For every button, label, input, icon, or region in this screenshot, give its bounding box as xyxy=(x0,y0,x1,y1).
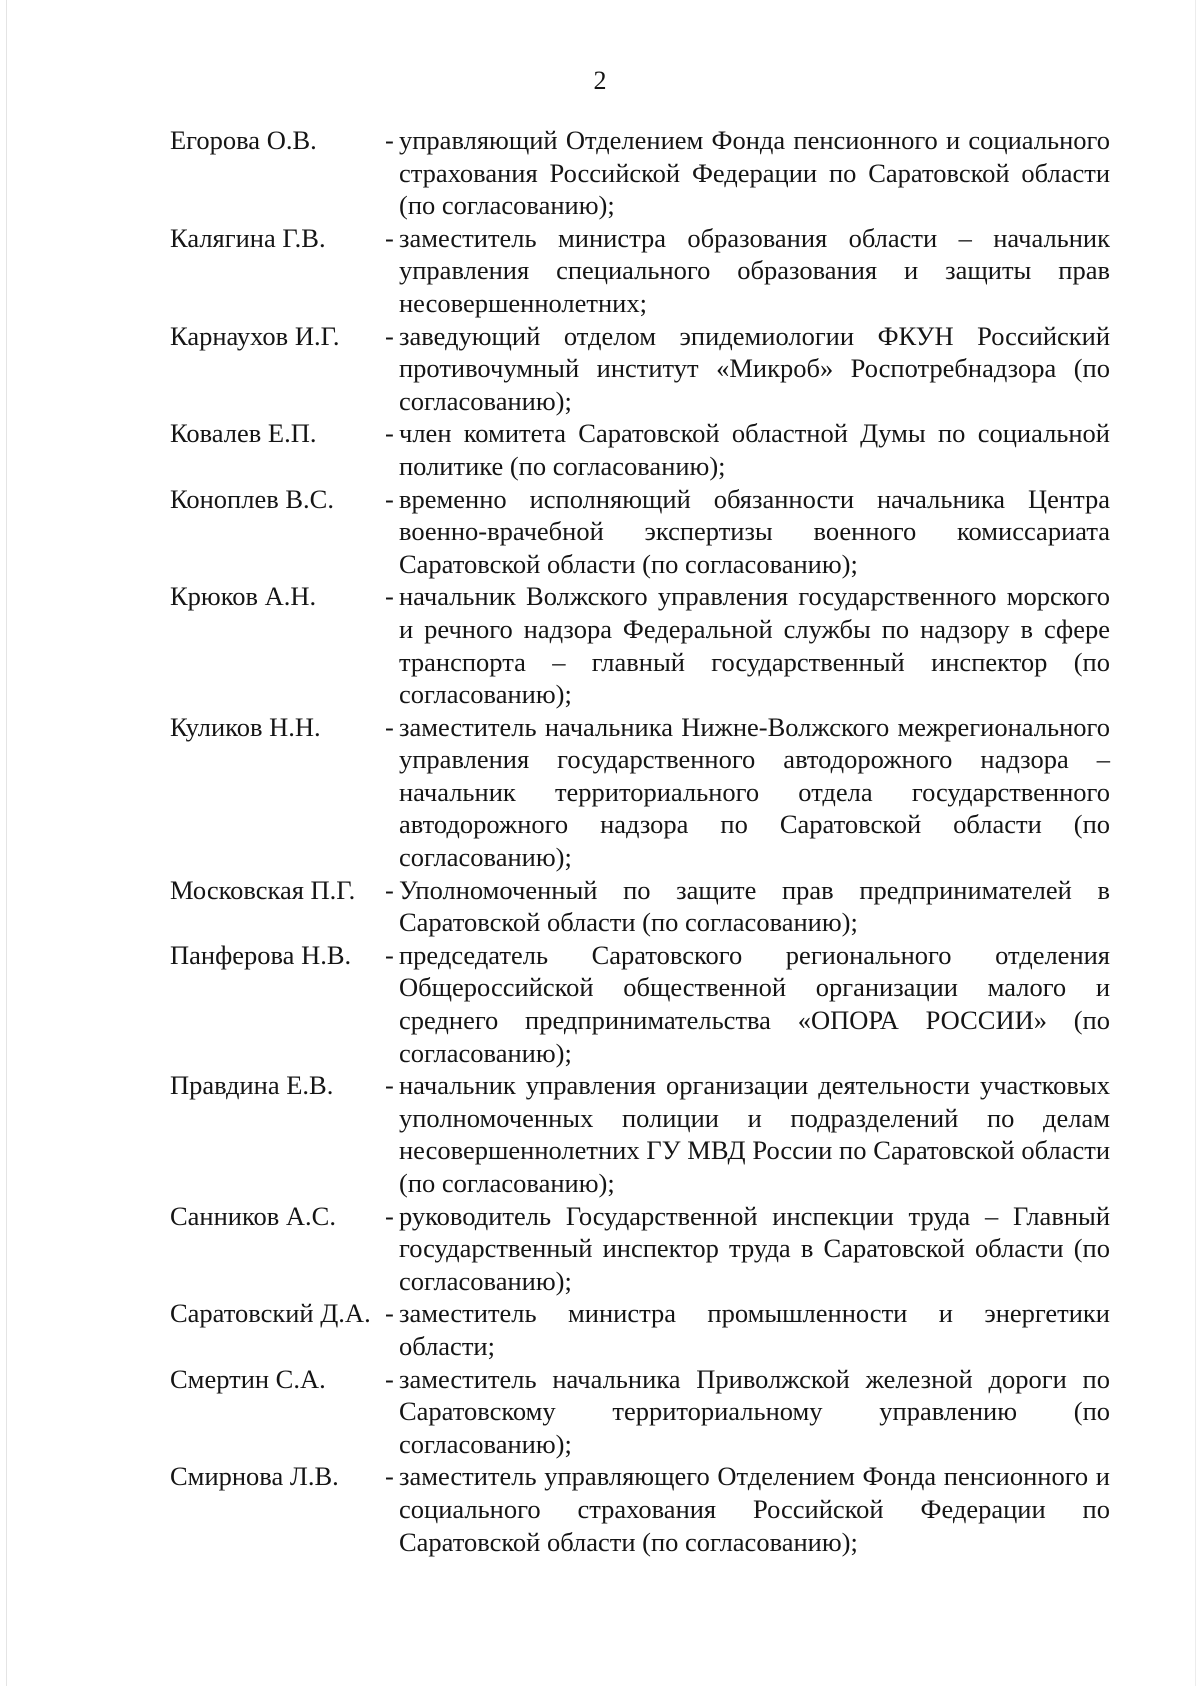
page-number: 2 xyxy=(593,66,607,95)
member-dash: - xyxy=(385,1298,394,1329)
member-entry xyxy=(170,1363,1110,1461)
member-position: заместитель начальника Нижне-Волжского межрегионального управления государственного автодорожного надзора – начальник территориального отдела государственного автодорожного надзора по Саратовской области (по согласованию); xyxy=(399,711,1110,873)
member-name: Егорова О.В. xyxy=(170,125,317,155)
scan-edge-right xyxy=(1195,0,1196,1686)
member-name: Смертин С.А. xyxy=(170,1363,326,1394)
member-entry xyxy=(170,580,1110,710)
member-dash: - xyxy=(385,320,394,351)
member-name: Ковалев Е.П. xyxy=(170,418,317,449)
member-dash: - xyxy=(385,1200,394,1231)
member-dash: - xyxy=(385,939,394,970)
member-entry xyxy=(170,1297,1110,1362)
member-position: заведующий отделом эпидемиологии ФКУН Российский противочумный институт «Микроб» Роспотребнадзора (по согласованию); xyxy=(399,320,1110,416)
member-dash: - xyxy=(385,1461,394,1492)
member-name: Калягина Г.В. xyxy=(170,222,326,253)
member-dash: - xyxy=(385,711,394,742)
member-name: Смирнова Л.В. xyxy=(170,1461,339,1492)
member-position: начальник управления организации деятельности участковых уполномоченных полиции и подразделений по делам несовершеннолетних ГУ МВД России по Саратовской области (по согласованию); xyxy=(399,1070,1110,1198)
member-position: заместитель начальника Приволжской железной дороги по Саратовскому территориальному управлению (по согласованию); xyxy=(399,1363,1110,1459)
member-name: Коноплев В.С. xyxy=(170,483,334,514)
member-position: заместитель министра промышленности и энергетики области; xyxy=(399,1298,1110,1361)
member-entry xyxy=(170,483,1110,581)
member-position: заместитель управляющего Отделением Фонда пенсионного и социального страхования Российской Федерации по Саратовской области (по согласованию); xyxy=(399,1461,1110,1557)
member-position: начальник Волжского управления государственного морского и речного надзора Федеральной службы по надзору в сфере транспорта – главный государственный инспектор (по согласованию); xyxy=(399,581,1110,710)
member-name: Санников А.С. xyxy=(170,1200,336,1231)
member-name: Куликов Н.Н. xyxy=(170,711,321,742)
members-list xyxy=(170,124,1110,1558)
member-name: Саратовский Д.А. xyxy=(170,1298,371,1329)
member-dash: - xyxy=(385,1070,394,1101)
member-entry xyxy=(170,874,1110,939)
member-dash: - xyxy=(385,222,394,253)
member-name: Правдина Е.В. xyxy=(170,1070,334,1101)
member-entry xyxy=(170,1069,1110,1199)
member-entry xyxy=(170,939,1110,1069)
member-entry xyxy=(170,320,1110,418)
member-position: председатель Саратовского регионального отделения Общероссийской общественной организации малого и среднего предпринимательства «ОПОРА РОССИИ» (по согласованию); xyxy=(399,939,1110,1068)
scan-edge-left xyxy=(6,0,7,1686)
member-position: Уполномоченный по защите прав предпринимателей в Саратовской области (по согласованию); xyxy=(399,874,1110,938)
member-dash: - xyxy=(385,125,394,155)
member-entry xyxy=(170,711,1110,874)
member-name: Московская П.Г. xyxy=(170,874,356,905)
member-dash: - xyxy=(385,1363,394,1394)
member-dash: - xyxy=(385,418,394,449)
member-name: Панферова Н.В. xyxy=(170,939,352,970)
member-name: Крюков А.Н. xyxy=(170,581,317,612)
member-entry xyxy=(170,1460,1110,1558)
member-position: член комитета Саратовской областной Думы по социальной политике (по согласованию); xyxy=(399,418,1110,481)
member-entry xyxy=(170,222,1110,320)
member-name: Карнаухов И.Г. xyxy=(170,320,340,351)
member-position: управляющий Отделением Фонда пенсионного и социального страхования Российской Федерации по Саратовской области (по согласованию); xyxy=(399,125,1110,221)
member-position: руководитель Государственной инспекции труда – Главный государственный инспектор труда в Саратовской области (по согласованию); xyxy=(399,1200,1110,1296)
member-dash: - xyxy=(385,483,394,514)
member-entry xyxy=(170,124,1110,222)
member-position: временно исполняющий обязанности начальника Центра военно-врачебной экспертизы военного комиссариата Саратовской области (по согласованию); xyxy=(399,483,1110,579)
member-dash: - xyxy=(385,581,394,612)
member-dash: - xyxy=(385,874,394,905)
member-position: заместитель министра образования области – начальник управления специального образования и защиты прав несовершеннолетних; xyxy=(399,222,1110,318)
member-entry xyxy=(170,417,1110,482)
member-entry xyxy=(170,1200,1110,1298)
